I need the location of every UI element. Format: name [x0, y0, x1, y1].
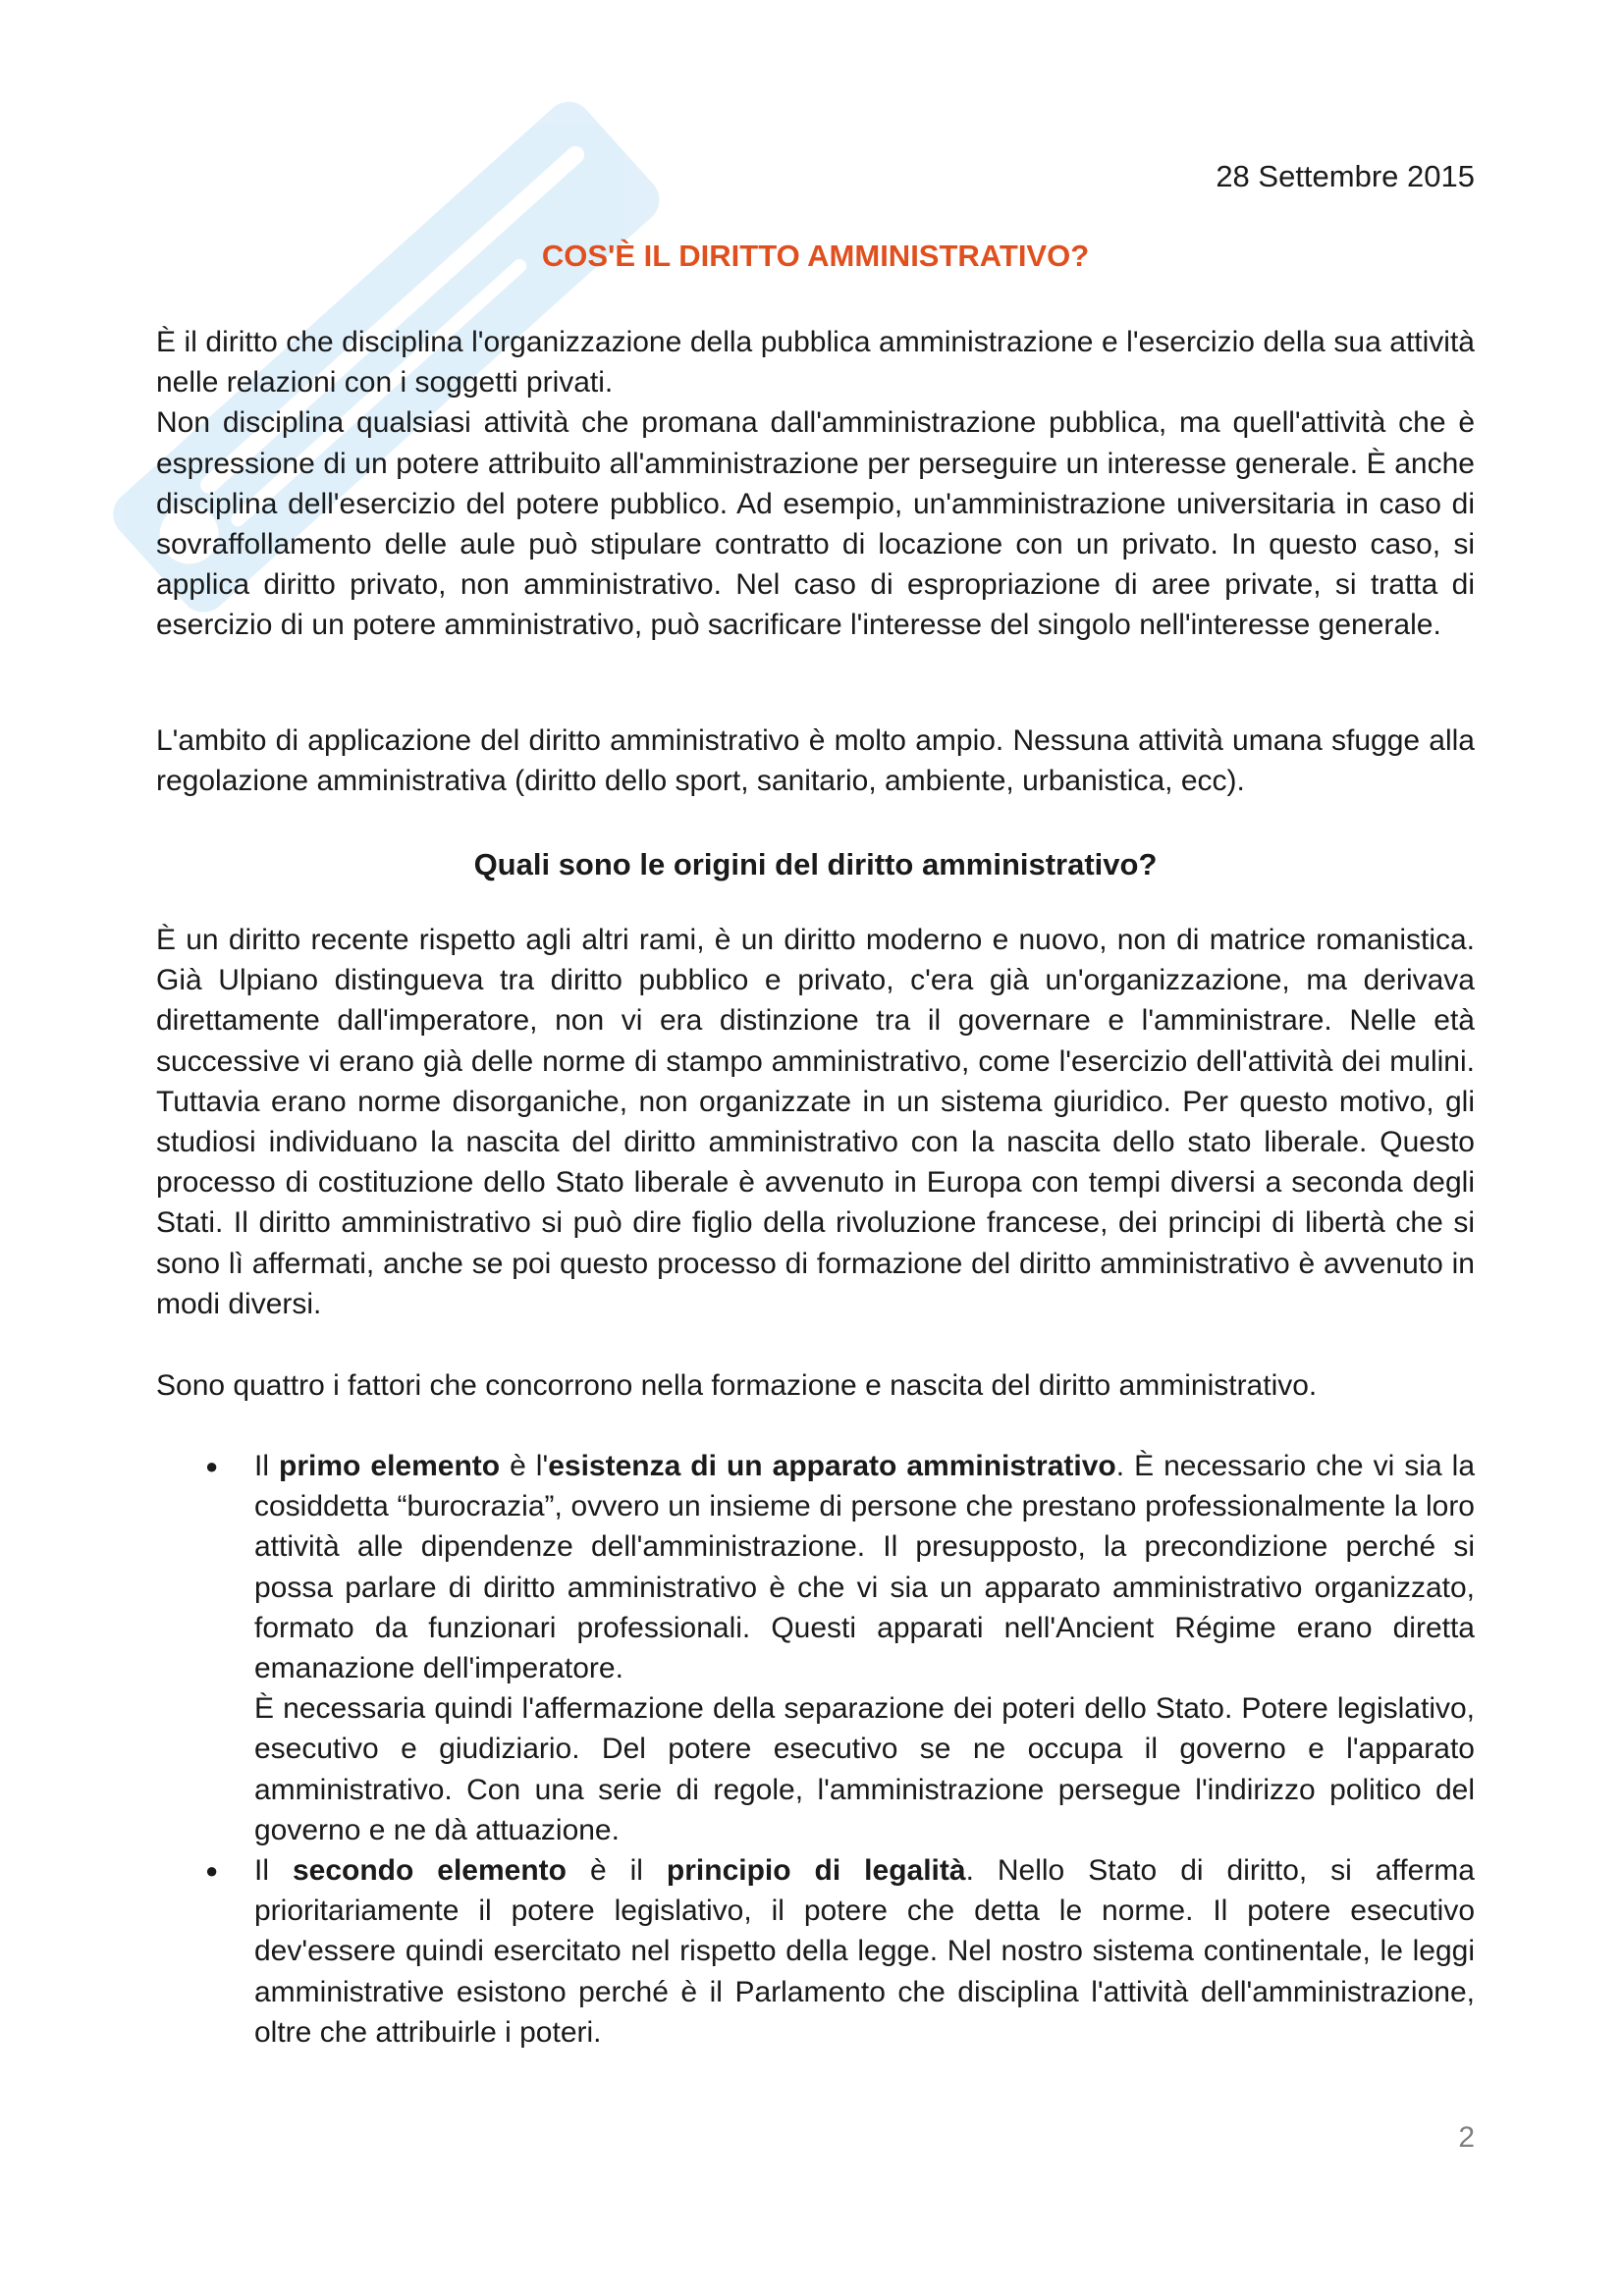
page-number: 2: [1458, 2121, 1475, 2154]
origins-paragraph: È un diritto recente rispetto agli altri rami, è un diritto moderno e nuovo, non di matrice romanistica. Già Ulpiano distingueva tra diritto pubblico e privato, c'era già un'organizzazione, ma derivava direttamente dall'imperatore, non vi era distinzione tra il governare e l'amministrare. Nelle età successive vi erano già delle norme di stampo amministrativo, come l'esercizio dell'attività dei mulini. Tuttavia erano norme disorganiche, non organizzate in un sistema giuridico. Per questo motivo, gli studiosi individuano la nascita del diritto amministrativo con la nascita dello stato liberale. Questo processo di costituzione dello Stato liberale è avvenuto in Europa con tempi diversi a seconda degli Stati. Il diritto amministrativo si può dire figlio della rivoluzione francese, dei principi di libertà che si sono lì affermati, anche se poi questo processo di formazione del diritto amministrativo è avvenuto in modi diversi.: [156, 924, 1475, 1320]
page-title: COS'È IL DIRITTO AMMINISTRATIVO?: [541, 239, 1090, 273]
intro-paragraph: [156, 322, 1475, 646]
bold-term: secondo elemento: [292, 1854, 567, 1888]
document-date: 28 Settembre 2015: [1216, 159, 1475, 193]
bold-term: principio di legalità: [666, 1854, 966, 1888]
section-heading-origins: Quali sono le origini del diritto amministrativo?: [473, 847, 1158, 881]
bold-term: primo elemento: [279, 1450, 501, 1482]
factors-list: [156, 1446, 1475, 2053]
bullet-icon: ●: [205, 1858, 219, 1884]
list-item: [156, 1446, 1475, 1850]
scope-paragraph: L'ambito di applicazione del diritto amministrativo è molto ampio. Nessuna attività umana sfugge alla regolazione amministrativa (diritto dello sport, sanitario, ambiente, urbanistica, ecc).: [156, 724, 1475, 798]
list-item-text: Il secondo elemento è il principio di legalità. Nello Stato di diritto, si afferma prioritariamente il potere legislativo, il potere che detta le norme. Il potere esecutivo dev'essere quindi esercitato nel rispetto della legge. Nel nostro sistema continentale, le leggi amministrative esistono perché è il Parlamento che disciplina l'attività dell'amministrazione, oltre che attribuirle i poteri.: [254, 1854, 1475, 2049]
list-item: [156, 1850, 1475, 2053]
bullet-icon: ●: [205, 1454, 219, 1478]
list-item-continuation: È necessaria quindi l'affermazione della separazione dei poteri dello Stato. Potere legislativo, esecutivo e giudiziario. Del potere esecutivo se ne occupa il governo e l'apparato amministrativo. Con una serie di regole, l'amministrazione persegue l'indirizzo politico del governo e ne dà attuazione.: [254, 1692, 1475, 1846]
factors-intro-paragraph: Sono quattro i fattori che concorrono nella formazione e nascita del diritto amministrativo.: [156, 1369, 1318, 1402]
definition-explanation: Non disciplina qualsiasi attività che promana dall'amministrazione pubblica, ma quell'attività che è espressione di un potere attribuito all'amministrazione per perseguire un interesse generale. È anche disciplina dell'esercizio del potere pubblico. Ad esempio, un'amministrazione universitaria in caso di sovraffollamento delle aule può stipulare contratto di locazione con un privato. In questo caso, si applica diritto privato, non amministrativo. Nel caso di espropriazione di aree private, si tratta di esercizio di un potere amministrativo, può sacrificare l'interesse del singolo nell'interesse generale.: [156, 406, 1475, 642]
list-item-text: Il primo elemento è l'esistenza di un apparato amministrativo. È necessario che vi sia la cosiddetta “burocrazia”, ovvero un insieme di persone che prestano professionalmente la loro attività alle dipendenze dell'amministrazione. Il presupposto, la precondizione perché si possa parlare di diritto amministrativo è che vi sia un apparato amministrativo organizzato, formato da funzionari professionali. Questi apparati nell'Ancient Régime erano diretta emanazione dell'imperatore.: [254, 1450, 1476, 1685]
definition-sentence: È il diritto che disciplina l'organizzazione della pubblica amministrazione e l'esercizio della sua attività nelle relazioni con i soggetti privati.: [156, 326, 1475, 400]
bold-term: esistenza di un apparato amministrativo: [548, 1450, 1116, 1482]
